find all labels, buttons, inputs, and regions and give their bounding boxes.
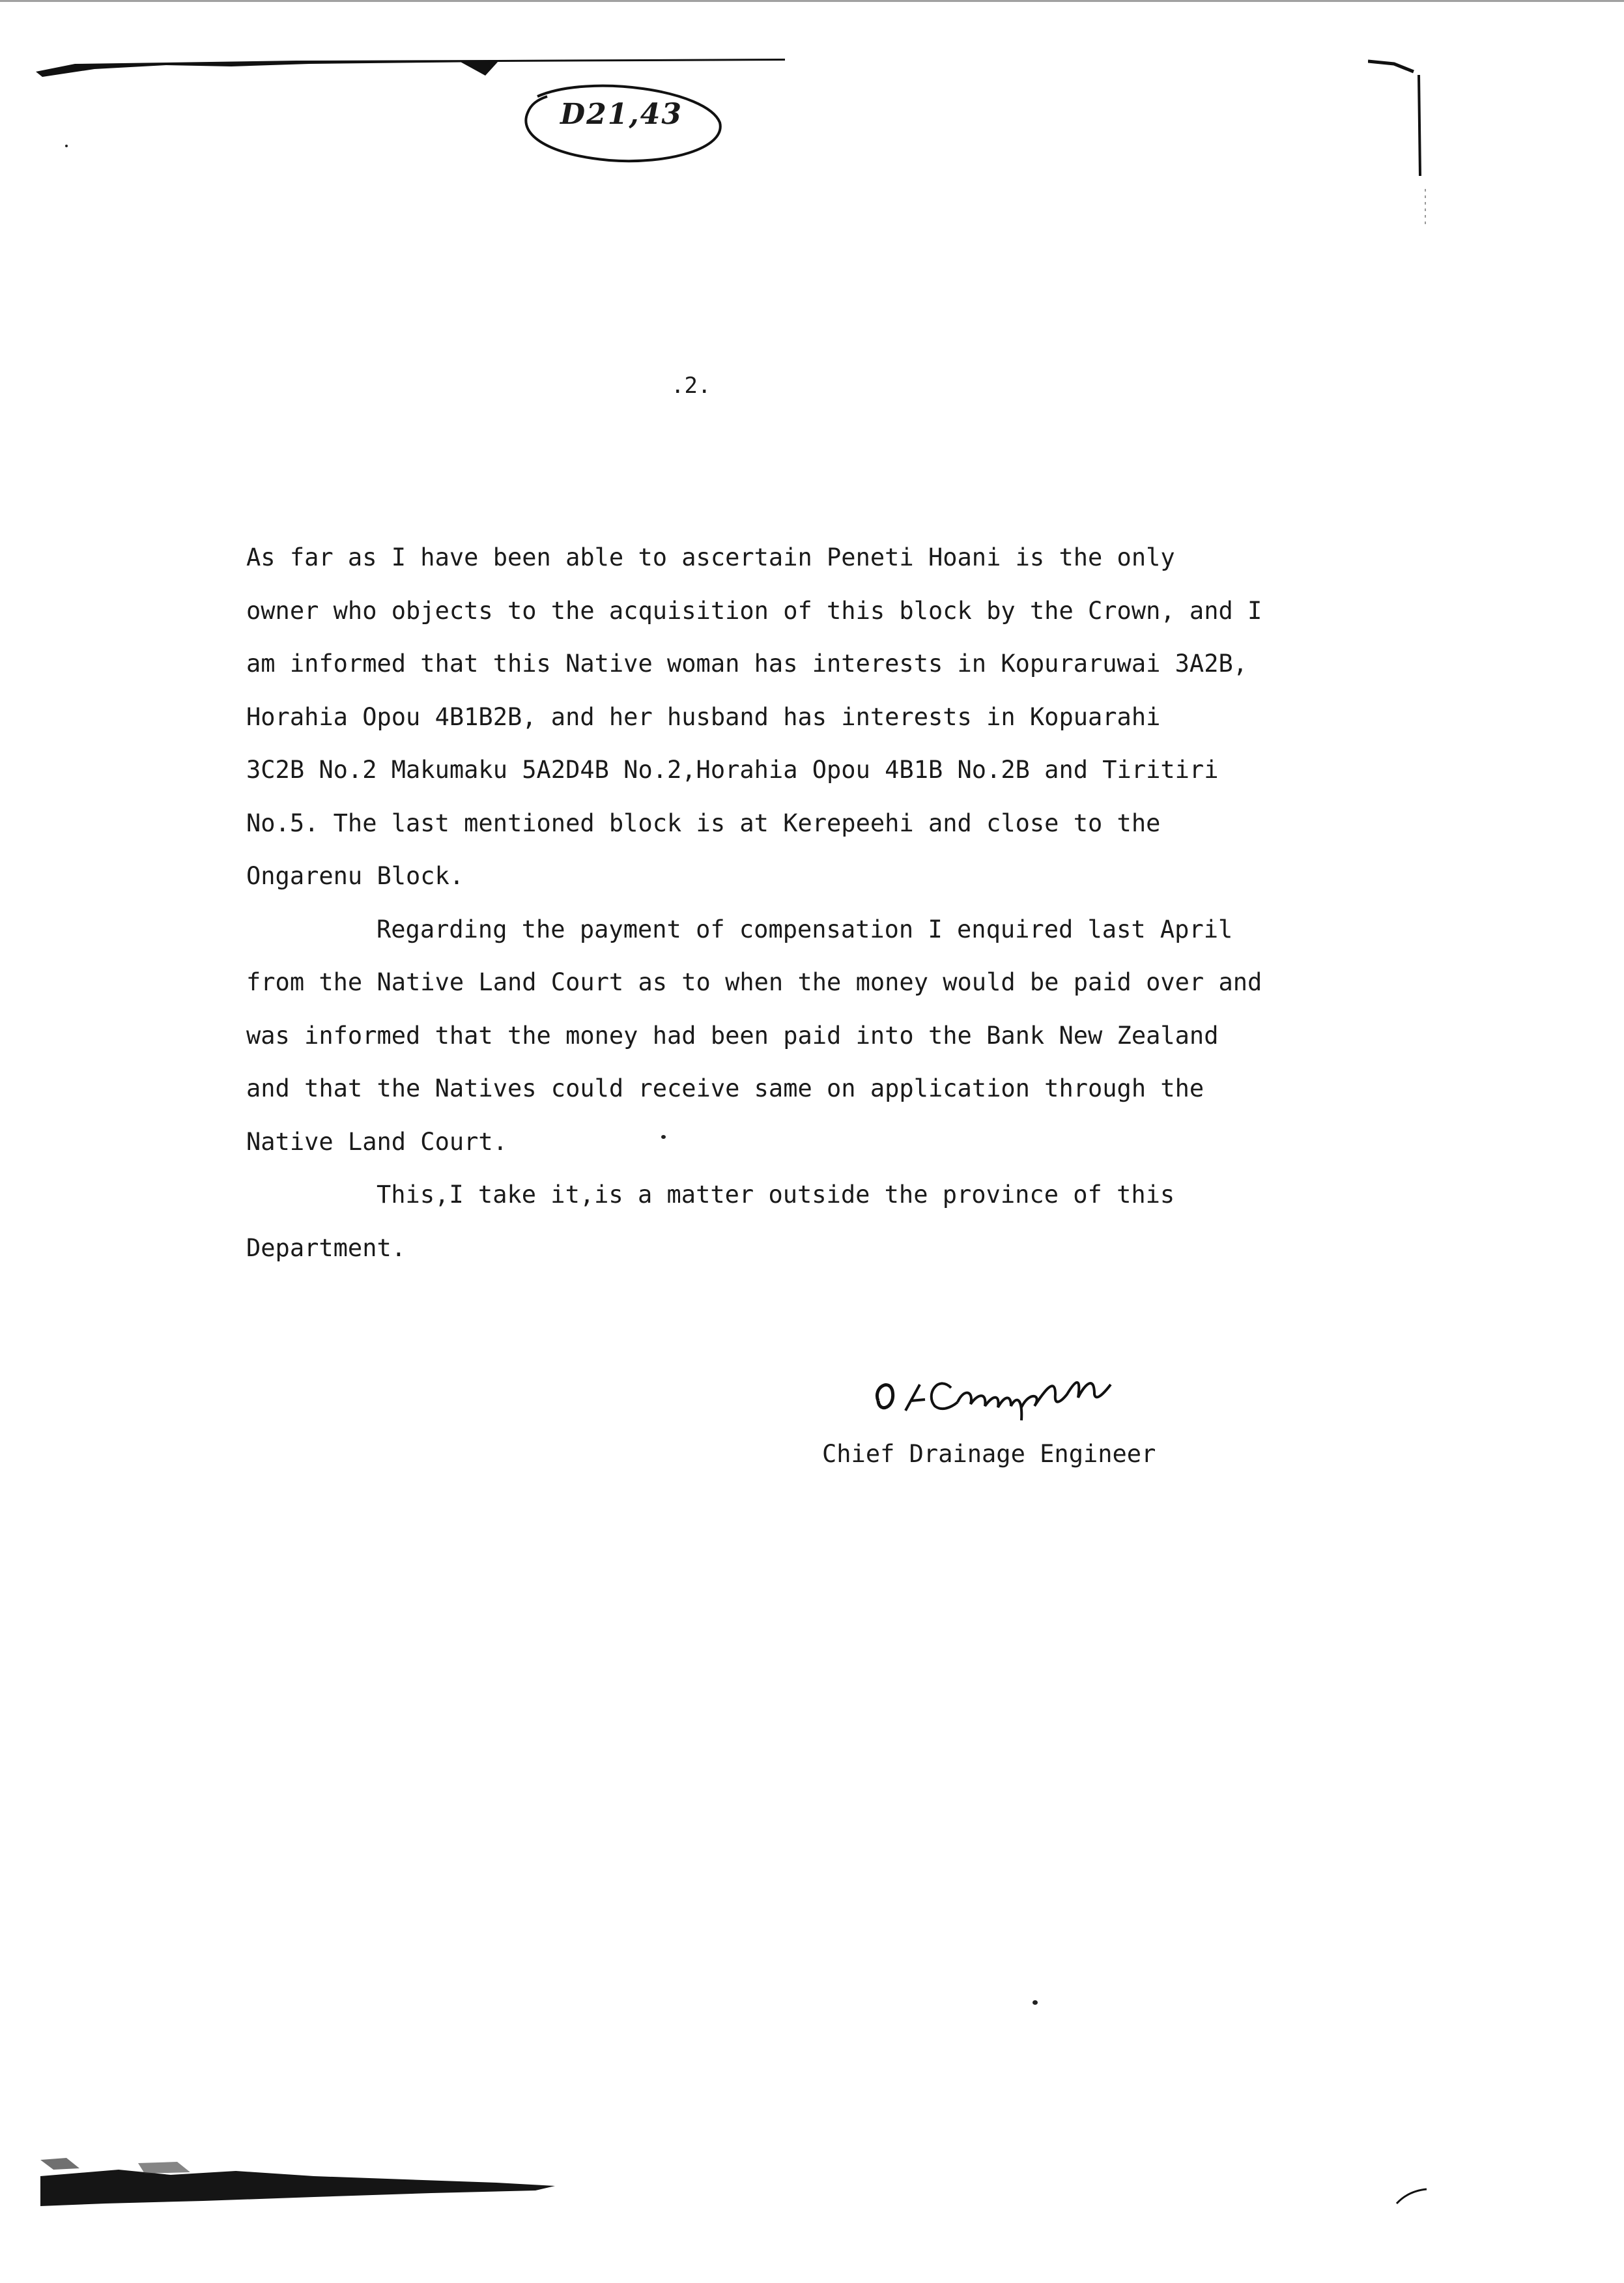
- scan-speck: [661, 1135, 666, 1139]
- page-number: .2.: [671, 373, 711, 399]
- scan-right-mark: [1368, 59, 1427, 241]
- scan-smudge-bottom: [40, 2150, 562, 2209]
- paragraph-3: [246, 1168, 1451, 1274]
- scan-edge: [0, 0, 1624, 2]
- letter-body: [246, 531, 1451, 1274]
- handwritten-signature: [860, 1349, 1147, 1446]
- text-line: from the Native Land Court as to when the money would be paid over and: [246, 968, 1262, 996]
- text-line: This,I take it,is a matter outside the province of this: [377, 1181, 1175, 1209]
- signature-title: Chief Drainage Engineer: [822, 1440, 1156, 1468]
- scan-smudge-top: [36, 57, 785, 77]
- text-line: 3C2B No.2 Makumaku 5A2D4B No.2,Horahia Opou 4B1B No.2B and Tiritiri: [246, 756, 1219, 784]
- text-line: Department.: [246, 1233, 406, 1262]
- scan-corner-mark: [1394, 2183, 1433, 2209]
- text-line: and that the Natives could receive same on application through the: [246, 1074, 1204, 1102]
- text-line: Horahia Opou 4B1B2B, and her husband has interests in Kopuarahi: [246, 702, 1161, 731]
- scan-speck: [65, 145, 68, 147]
- text-line: Native Land Court.: [246, 1127, 507, 1156]
- text-line: Ongarenu Block.: [246, 862, 464, 890]
- paragraph-2: [246, 903, 1451, 1169]
- paragraph-1: [246, 531, 1451, 903]
- text-line: Regarding the payment of compensation I enquired last April: [377, 915, 1233, 943]
- text-line: was informed that the money had been paid into the Bank New Zealand: [246, 1021, 1219, 1050]
- text-line: am informed that this Native woman has interests in Kopuraruwai 3A2B,: [246, 650, 1248, 678]
- reference-stamp: D21,43: [560, 98, 683, 131]
- scan-speck: [1033, 2000, 1038, 2005]
- text-line: No.5. The last mentioned block is at Kerepeehi and close to the: [246, 809, 1161, 837]
- text-line: As far as I have been able to ascertain Peneti Hoani is the only: [246, 543, 1175, 571]
- text-line: owner who objects to the acquisition of this block by the Crown, and I: [246, 596, 1262, 625]
